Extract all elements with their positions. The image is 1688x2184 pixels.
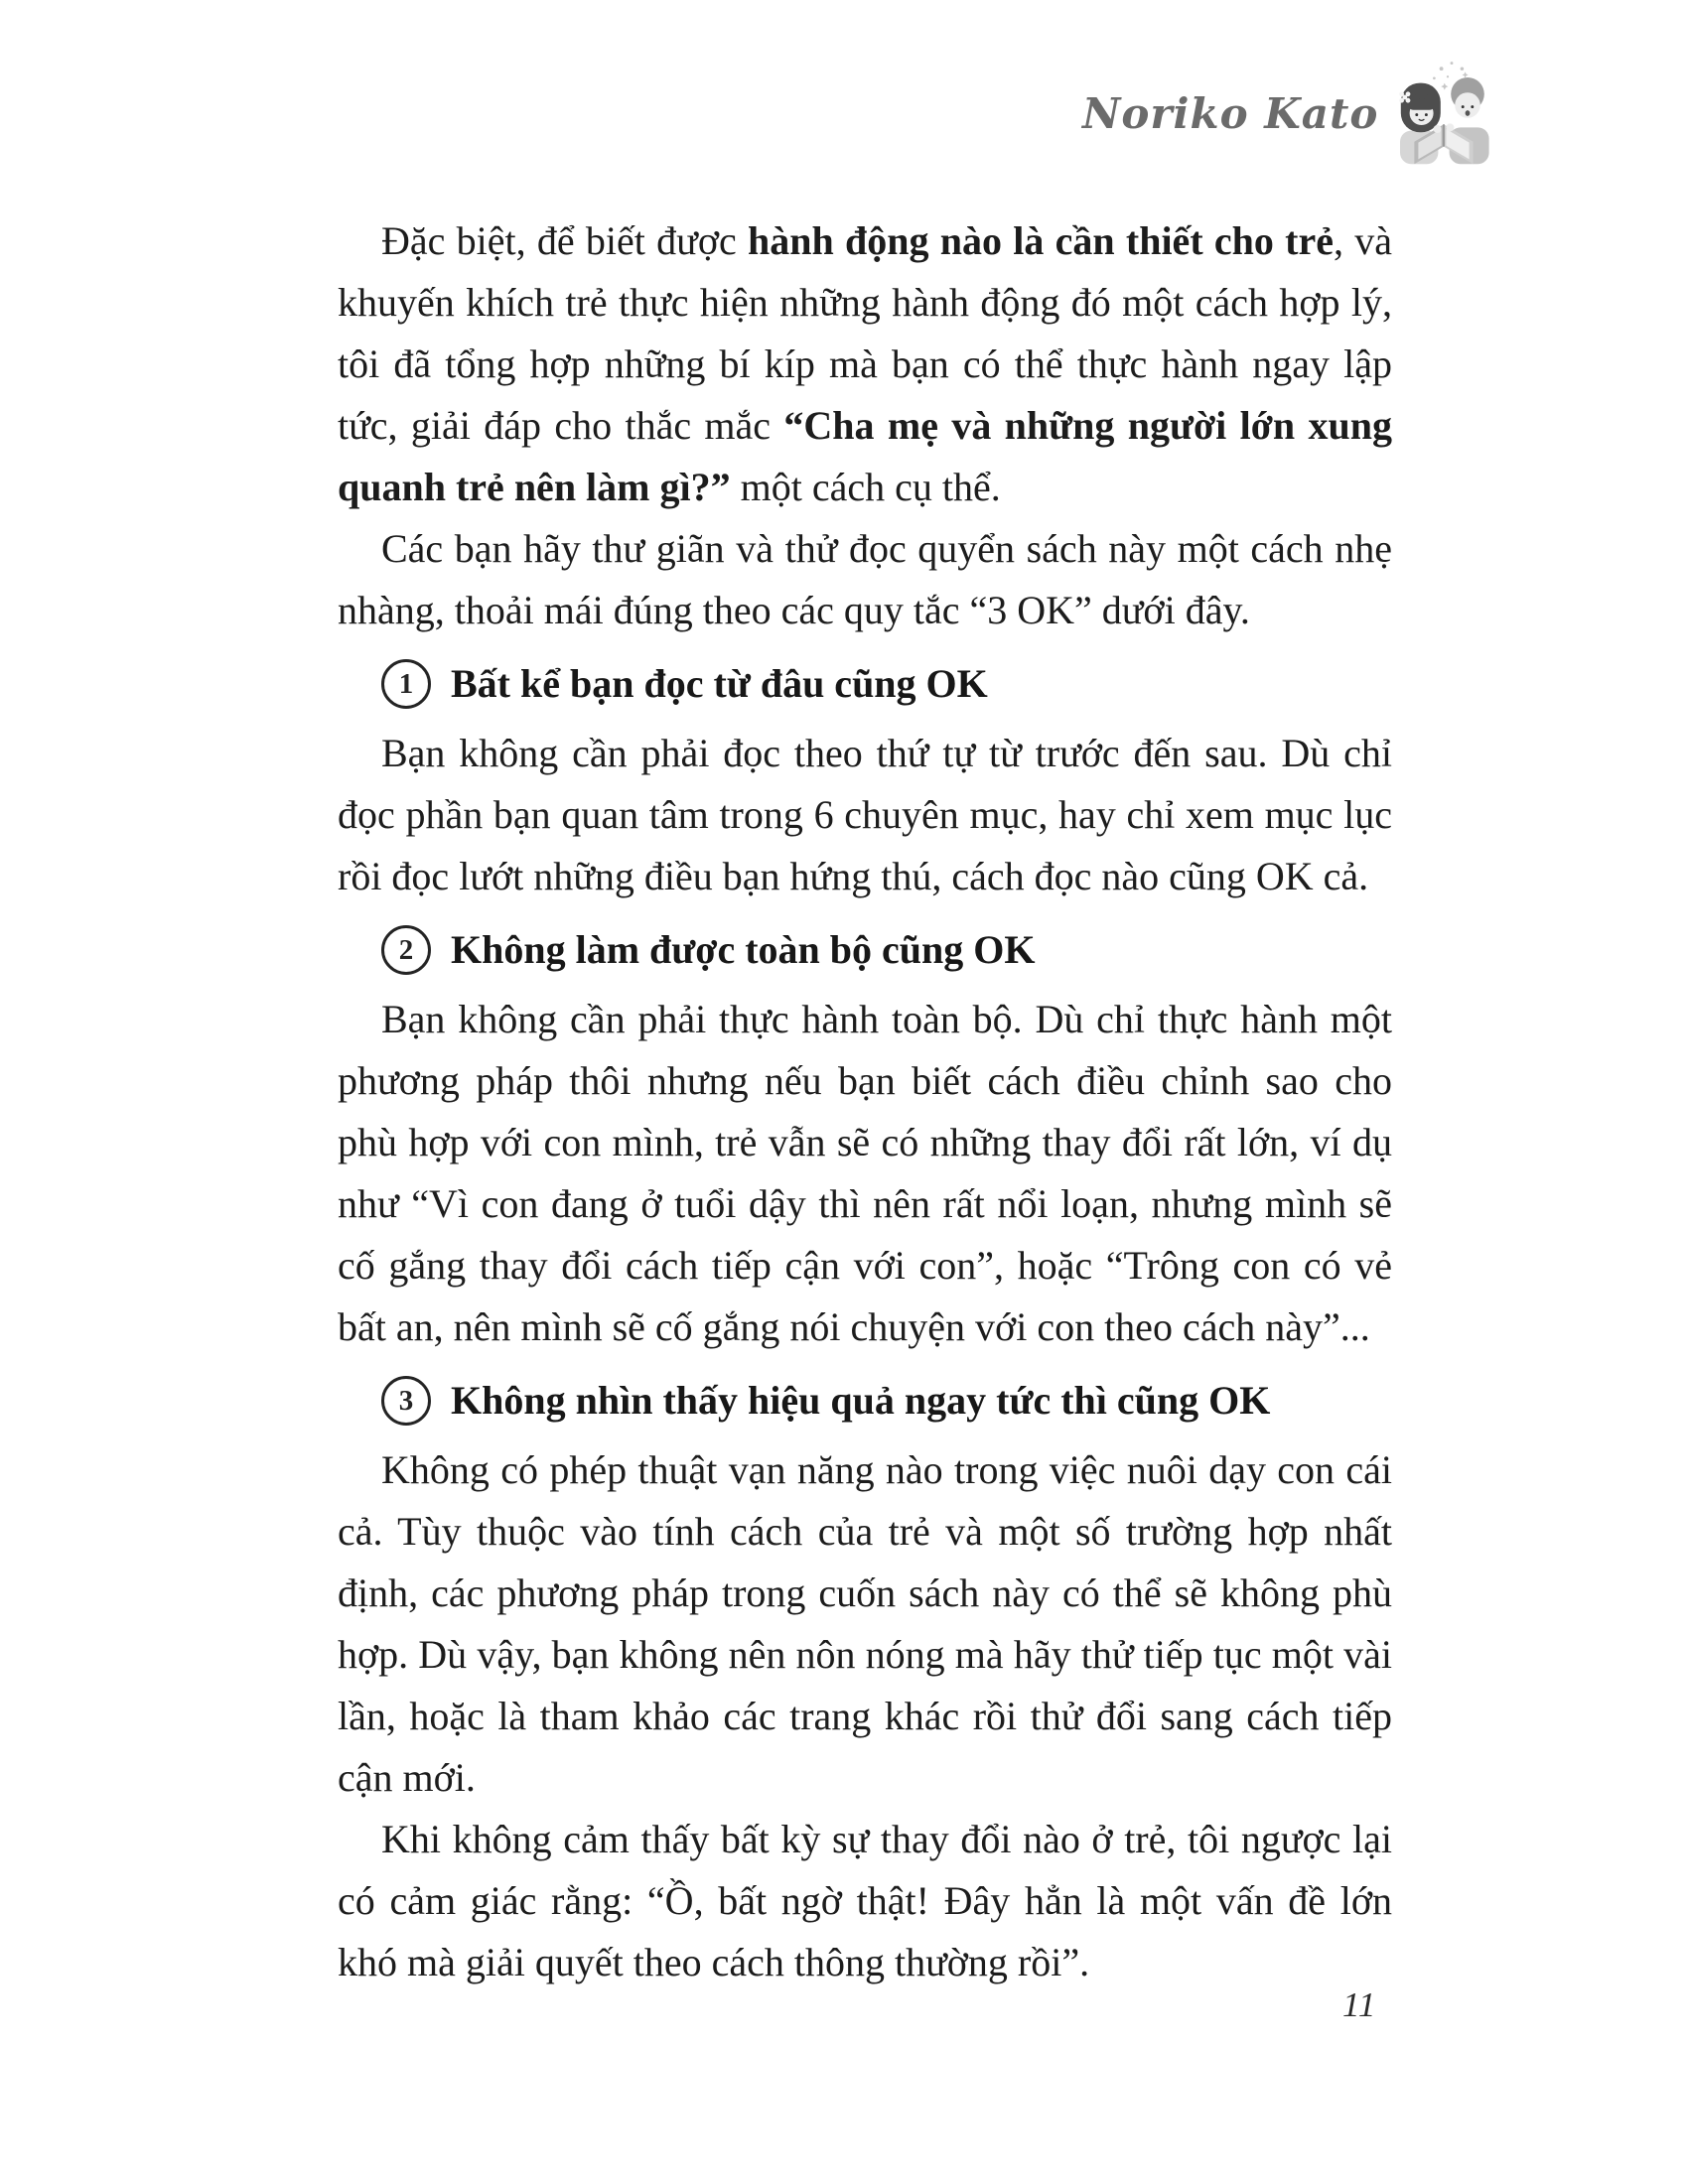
bold-text-segment: “Cha mẹ và những người lớn xung quanh trẻ nên làm gì?”	[338, 403, 1392, 509]
children-reading-icon	[1392, 58, 1495, 169]
paragraph	[338, 1439, 1392, 1809]
text-segment: một cách cụ thể.	[730, 465, 1001, 509]
paragraph	[338, 723, 1392, 907]
section-title: Bất kể bạn đọc từ đâu cũng OK	[451, 661, 988, 706]
section-heading	[381, 1370, 1392, 1432]
page-header	[1082, 58, 1495, 169]
circled-number-icon: 1	[381, 659, 431, 709]
section-heading	[381, 653, 1392, 715]
author-name: Noriko Kato	[1082, 88, 1379, 138]
circled-number-icon: 3	[381, 1376, 431, 1426]
text-segment: Đặc biệt, để biết được	[381, 218, 748, 263]
text-segment: , và khuyến khích trẻ thực hiện những hành động đó một cách hợp lý, tôi đã tổng hợp những bí kíp mà bạn có thể thực hành ngay lập tức, giải đáp cho thắc mắc	[338, 218, 1392, 448]
paragraph	[338, 1809, 1392, 1993]
paragraph	[338, 989, 1392, 1358]
bold-text-segment: hành động nào là cần thiết cho trẻ	[748, 218, 1334, 263]
section-title: Không làm được toàn bộ cũng OK	[451, 927, 1036, 972]
paragraph	[338, 518, 1392, 641]
circled-number-icon: 2	[381, 925, 431, 975]
text-segment: Khi không cảm thấy bất kỳ sự thay đổi nào ở trẻ, tôi ngược lại có cảm giác rằng: “Ồ, bất ngờ thật! Đây hẳn là một vấn đề lớn khó mà giải quyết theo cách thông thường rồi”.	[338, 1817, 1392, 1984]
text-segment: Các bạn hãy thư giãn và thử đọc quyển sách này một cách nhẹ nhàng, thoải mái đúng theo các quy tắc “3 OK” dưới đây.	[338, 526, 1392, 632]
page-number: 11	[1342, 1985, 1377, 2024]
text-segment: Bạn không cần phải thực hành toàn bộ. Dù chỉ thực hành một phương pháp thôi nhưng nếu bạn biết cách điều chỉnh sao cho phù hợp với con mình, trẻ vẫn sẽ có những thay đổi rất lớn, ví dụ như “Vì con đang ở tuổi dậy thì nên rất nổi loạn, nhưng mình sẽ cố gắng thay đổi cách tiếp cận với con”, hoặc “Trông con có vẻ bất an, nên mình sẽ cố gắng nói chuyện với con theo cách này”...	[338, 997, 1392, 1349]
paragraph	[338, 210, 1392, 518]
text-segment: Bạn không cần phải đọc theo thứ tự từ trước đến sau. Dù chỉ đọc phần bạn quan tâm trong 6 chuyên mục, hay chỉ xem mục lục rồi đọc lướt những điều bạn hứng thú, cách đọc nào cũng OK cả.	[338, 731, 1392, 898]
section-heading	[381, 919, 1392, 981]
section-title: Không nhìn thấy hiệu quả ngay tức thì cũng OK	[451, 1378, 1271, 1423]
page-body	[338, 210, 1392, 1993]
text-segment: Không có phép thuật vạn năng nào trong việc nuôi dạy con cái cả. Tùy thuộc vào tính cách của trẻ và một số trường hợp nhất định, các phương pháp trong cuốn sách này có thể sẽ không phù hợp. Dù vậy, bạn không nên nôn nóng mà hãy thử tiếp tục một vài lần, hoặc là tham khảo các trang khác rồi thử đổi sang cách tiếp cận mới.	[338, 1447, 1392, 1800]
